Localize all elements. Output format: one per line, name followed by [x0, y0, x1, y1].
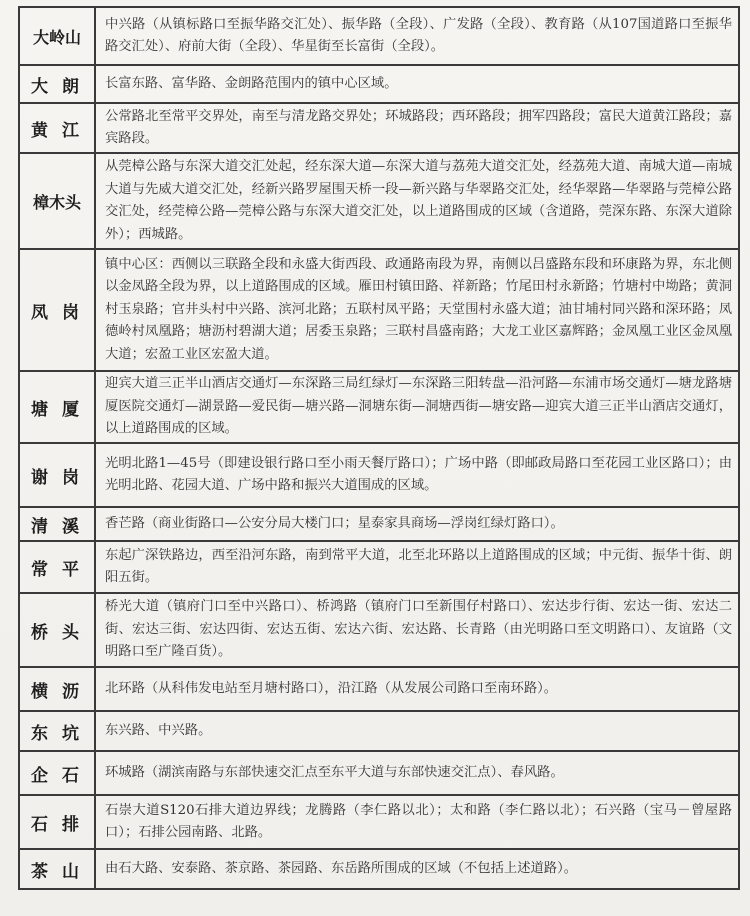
table-row — [19, 849, 739, 889]
table-row — [19, 795, 739, 849]
region-description: 北环路（从科伟发电站至月塘村路口），沿江路（从发展公司路口至南环路）。 — [95, 667, 739, 711]
region-description: 香芒路（商业街路口—公安分局大楼门口；星泰家具商场—浮岗红绿灯路口）。 — [95, 507, 739, 541]
town-name: 谢 岗 — [19, 443, 95, 507]
table-row — [19, 541, 739, 593]
region-description: 由石大路、安泰路、茶京路、茶园路、东岳路所围成的区域（不包括上述道路）。 — [95, 849, 739, 889]
town-name: 横 沥 — [19, 667, 95, 711]
table-row — [19, 103, 739, 153]
town-name: 黄 江 — [19, 103, 95, 153]
table-row — [19, 371, 739, 443]
table-row — [19, 667, 739, 711]
table-row — [19, 711, 739, 751]
town-name: 企 石 — [19, 751, 95, 795]
table-row — [19, 249, 739, 371]
table-row — [19, 443, 739, 507]
table-row — [19, 153, 739, 249]
town-name: 石 排 — [19, 795, 95, 849]
region-description: 公常路北至常平交界处，南至与清龙路交界处；环城路段；西环路段；拥军四路段；富民大道黄江路段；嘉宾路段。 — [95, 103, 739, 153]
town-name: 桥 头 — [19, 593, 95, 667]
town-name: 樟木头 — [19, 153, 95, 249]
town-name: 大 朗 — [19, 65, 95, 103]
table-row — [19, 65, 739, 103]
town-name: 常 平 — [19, 541, 95, 593]
table-row — [19, 751, 739, 795]
region-description: 迎宾大道三正半山酒店交通灯—东深路三局红绿灯—东深路三阳转盘—沿河路—东浦市场交通灯—塘龙路塘厦医院交通灯—湖景路—爱民街—塘兴路—洞塘东街—洞塘西街—塘安路—迎宾大道三正半山酒店交通灯，以上道路围成的区域。 — [95, 371, 739, 443]
town-name: 东 坑 — [19, 711, 95, 751]
region-description: 长富东路、富华路、金朗路范围内的镇中心区域。 — [95, 65, 739, 103]
town-name: 清 溪 — [19, 507, 95, 541]
region-description: 东起广深铁路边，西至沿河东路，南到常平大道，北至北环路以上道路围成的区域；中元街、振华十街、朗阳五街。 — [95, 541, 739, 593]
region-description: 石崇大道S120石排大道边界线；龙腾路（李仁路以北）；太和路（李仁路以北）；石兴路（宝马－曾屋路口）；石排公园南路、北路。 — [95, 795, 739, 849]
region-description: 桥光大道（镇府门口至中兴路口）、桥鸿路（镇府门口至新围仔村路口）、宏达步行街、宏达一街、宏达二街、宏达三街、宏达四街、宏达五街、宏达六街、宏达路、长青路（由光明路口至文明路口）、友谊路（文明路口至广隆百货）。 — [95, 593, 739, 667]
region-description: 环城路（湖滨南路与东部快速交汇点至东平大道与东部快速交汇点）、春风路。 — [95, 751, 739, 795]
town-name: 凤 岗 — [19, 249, 95, 371]
region-description: 镇中心区：西侧以三联路全段和永盛大街西段、政通路南段为界，南侧以吕盛路东段和环康路为界，东北侧以金凤路全段为界，以上道路围成的区域。雁田村镇田路、祥新路；竹尾田村永新路；竹塘村中坳路；黄洞村玉泉路；官井头村中兴路、滨河北路；五联村凤平路；天堂围村永盛大道；油甘埔村同兴路和深环路；凤德岭村凤凰路；塘沥村碧湖大道；居委玉泉路；三联村昌盛南路；大龙工业区嘉辉路；金凤凰工业区金凤凰大道；宏盈工业区宏盈大道。 — [95, 249, 739, 371]
table-row — [19, 507, 739, 541]
region-description: 中兴路（从镇标路口至振华路交汇处）、振华路（全段）、广发路（全段）、教育路（从107国道路口至振华路交汇处）、府前大街（全段）、华星街至长富街（全段）。 — [95, 7, 739, 65]
table-row — [19, 7, 739, 65]
table-row — [19, 593, 739, 667]
region-description: 光明北路1—45号（即建设银行路口至小雨天餐厅路口）；广场中路（即邮政局路口至花园工业区路口）；由光明北路、花园大道、广场中路和振兴大道围成的区域。 — [95, 443, 739, 507]
town-regions-table — [18, 6, 740, 890]
town-name: 塘 厦 — [19, 371, 95, 443]
region-description: 从莞樟公路与东深大道交汇处起，经东深大道—东深大道与荔苑大道交汇处，经荔苑大道、南城大道—南城大道与先威大道交汇处，经新兴路罗屋围天桥一段—新兴路与华翠路交汇处，经华翠路—华翠路与莞樟公路交汇处，经莞樟公路—莞樟公路与东深大道交汇处，以上道路围成的区域（含道路，莞深东路、东深大道除外）；西城路。 — [95, 153, 739, 249]
region-description: 东兴路、中兴路。 — [95, 711, 739, 751]
town-name: 大岭山 — [19, 7, 95, 65]
town-name: 茶 山 — [19, 849, 95, 889]
